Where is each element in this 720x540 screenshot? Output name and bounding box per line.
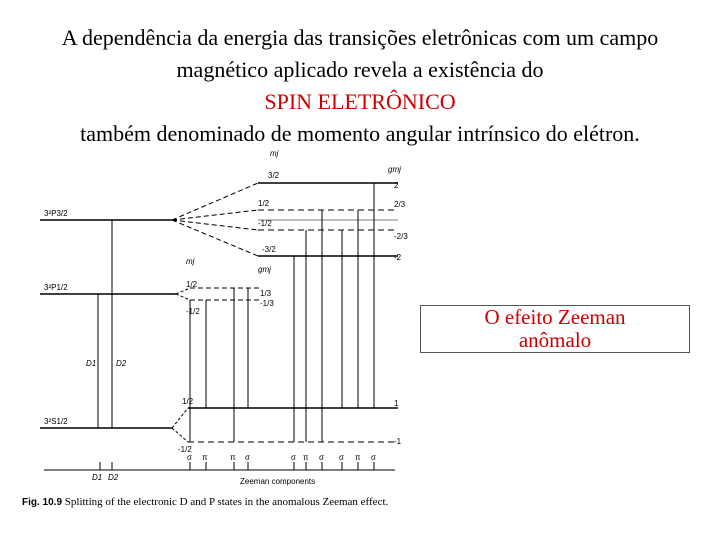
mj-s12-1: -1/2: [178, 445, 192, 454]
pol-3-0: σ: [339, 453, 344, 462]
mj-p32-3: -3/2: [262, 245, 276, 254]
gmj-s12-0: 1: [394, 399, 399, 408]
pol-1-1: σ: [245, 453, 250, 462]
gmj-p32-2: -2/3: [394, 232, 408, 241]
pol-2-0: σ: [291, 453, 296, 462]
label-p32: 3²P3/2: [44, 209, 68, 218]
mj-s12-0: 1/2: [182, 397, 194, 406]
gmj-p12-1: -1/3: [260, 299, 274, 308]
heading-highlight: SPIN ELETRÔNICO: [264, 89, 456, 114]
bottom-d2: D2: [108, 473, 119, 482]
pol-0-1: π: [202, 453, 208, 462]
heading-line-1: A dependência da energia das transições eletrônicas com um campo: [61, 25, 659, 50]
callout-line-2: anômalo: [518, 328, 592, 352]
label-p12: 3²P1/2: [44, 283, 68, 292]
pol-3-1: π: [355, 453, 361, 462]
mj-p32-0: 3/2: [268, 171, 280, 180]
callout-box: [420, 305, 690, 353]
gmj-p32-3: -2: [394, 253, 402, 262]
header-mj-top: mj: [270, 149, 279, 158]
caption-number: Fig. 10.9: [22, 497, 63, 508]
heading-line-2: magnético aplicado revela a existência do: [176, 57, 544, 82]
header-gmj-top: gmj: [388, 165, 401, 174]
gmj-p12-0: 1/3: [260, 289, 272, 298]
mj-p32-1: 1/2: [258, 199, 270, 208]
mj-p12-1: -1/2: [186, 307, 200, 316]
pol-2-1: π: [303, 453, 309, 462]
mj-p12-0: 1/2: [186, 280, 198, 289]
pol-0-0: σ: [187, 453, 192, 462]
figure-caption: [22, 496, 388, 508]
components-label: Zeeman components: [240, 477, 316, 486]
gmj-p32-1: 2/3: [394, 200, 406, 209]
heading-line-4: também denominado de momento angular intrínsico do elétron.: [80, 121, 640, 146]
callout-line-1: O efeito Zeeman: [484, 305, 626, 329]
mj-p32-2: -1/2: [258, 219, 272, 228]
pol-3-2: σ: [371, 453, 376, 462]
label-s12: 3²S1/2: [44, 417, 68, 426]
label-line-d2: D2: [116, 359, 127, 368]
gmj-s12-1: -1: [394, 437, 402, 446]
header-gmj-mid: gmj: [258, 265, 271, 274]
gmj-p32-0: 2: [394, 181, 399, 190]
caption-text: Splitting of the electronic D and P states in the anomalous Zeeman effect.: [64, 496, 389, 508]
pol-2-2: σ: [319, 453, 324, 462]
header-mj-mid: mj: [186, 257, 195, 266]
label-line-d1: D1: [86, 359, 97, 368]
bottom-d1: D1: [92, 473, 103, 482]
pol-1-0: π: [230, 453, 236, 462]
